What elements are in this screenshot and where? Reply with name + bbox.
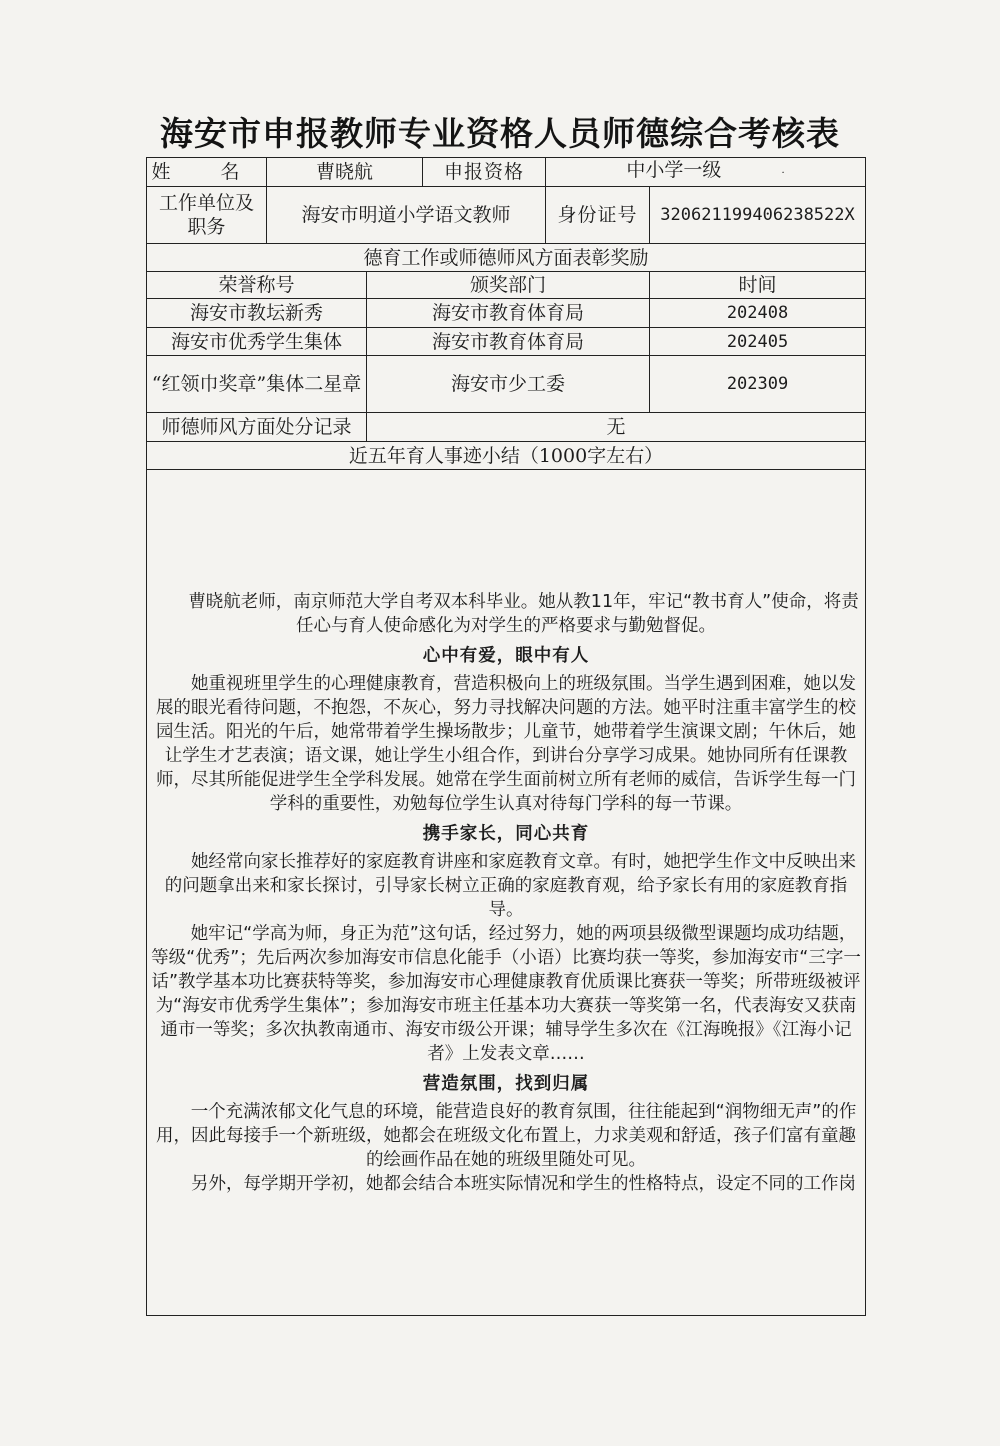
award-row [147, 356, 866, 413]
award-time: 202309 [650, 356, 866, 413]
award-honor: 海安市教坛新秀 [147, 299, 367, 328]
summary-section-title: 近五年育人事迹小结（1000字左右） [147, 442, 866, 470]
summary-subheading: 营造氛围，找到归属 [422, 1073, 590, 1094]
award-time: 202405 [650, 328, 866, 356]
unit-row [147, 187, 866, 244]
discipline-label: 师德师风方面处分记录 [147, 413, 367, 442]
discipline-value: 无 [367, 413, 866, 442]
awards-header-time: 时间 [650, 272, 866, 299]
name-value: 曹晓航 [267, 158, 423, 187]
award-dept: 海安市教育体育局 [367, 328, 650, 356]
awards-header-dept: 颁奖部门 [367, 272, 650, 299]
summary-paragraph: 曹晓航老师，南京师范大学自考双本科毕业。她从教11年，牢记“教书育人”使命，将责任心与育人使命感化为对学生的严格要求与勤勉督促。 [188, 591, 859, 636]
awards-section-title: 德育工作或师德师风方面表彰奖励 [147, 244, 866, 272]
award-time: 202408 [650, 299, 866, 328]
qualification-value: 中小学一级 · [546, 158, 866, 187]
award-dept: 海安市少工委 [367, 356, 650, 413]
summary-section-row [147, 442, 866, 470]
unit-value: 海安市明道小学语文教师 [267, 187, 546, 244]
summary-body [147, 470, 866, 1316]
assessment-form-table [146, 157, 866, 1316]
summary-paragraph: 她重视班里学生的心理健康教育，营造积极向上的班级氛围。当学生遇到困难，她以发展的眼光看待问题，不抱怨，不灰心，努力寻找解决问题的方法。她平时注重丰富学生的校园生活。阳光的午后，她常带着学生操场散步；儿童节，她带着学生演课文剧；午休后，她让学生才艺表演；语文课，她让学生小组合作，到讲台分享学习成果。她协同所有任课教师，尽其所能促进学生全学科发展。她常在学生面前树立所有老师的威信，告诉学生每一门学科的重要性，劝勉每位学生认真对待每门学科的每一节课。 [156, 673, 857, 814]
summary-paragraph: 她牢记“学高为师，身正为范”这句话，经过努力，她的两项县级微型课题均成功结题，等级“优秀”；先后两次参加海安市信息化能手（小语）比赛均获一等奖，参加海安市“三字一话”教学基本功比赛获特等奖，参加海安市心理健康教育优质课比赛获一等奖；所带班级被评为“海安市优秀学生集体”；参加海安市班主任基本功大赛获一等奖第一名，代表海安又获南通市一等奖；多次执教南通市、海安市级公开课；辅导学生多次在《江海晚报》《江海小记者》上发表文章…… [151, 923, 861, 1064]
award-honor: 海安市优秀学生集体 [147, 328, 367, 356]
summary-paragraph: 她经常向家长推荐好的家庭教育讲座和家庭教育文章。有时，她把学生作文中反映出来的问题拿出来和家长探讨，引导家长树立正确的家庭教育观，给予家长有用的家庭教育指导。 [164, 851, 857, 920]
award-honor: “红领巾奖章”集体二星章 [147, 356, 367, 413]
id-label: 身份证号 [546, 187, 650, 244]
summary-paragraph: 一个充满浓郁文化气息的环境，能营造良好的教育氛围，往往能起到“润物细无声”的作用，因此每接手一个新班级，她都会在班级文化布置上，力求美观和舒适，孩子们富有童趣的绘画作品在她的班级里随处可见。 [156, 1101, 857, 1170]
summary-paragraph: 另外，每学期开学初，她都会结合本班实际情况和学生的性格特点，设定不同的工作岗 [191, 1173, 857, 1194]
id-value: 320621199406238522X [650, 187, 866, 244]
unit-label: 工作单位及职务 [147, 187, 267, 244]
qualification-label: 申报资格 [423, 158, 546, 187]
summary-subheading: 携手家长，同心共育 [422, 823, 590, 844]
awards-header-row [147, 272, 866, 299]
name-label: 姓 名 [147, 158, 267, 187]
form-title: 海安市申报教师专业资格人员师德综合考核表 [160, 114, 840, 153]
awards-header-honor: 荣誉称号 [147, 272, 367, 299]
name-row [147, 158, 866, 187]
award-row [147, 299, 866, 328]
summary-body-row [147, 470, 866, 1316]
award-dept: 海安市教育体育局 [367, 299, 650, 328]
discipline-row [147, 413, 866, 442]
awards-section-row [147, 244, 866, 272]
award-row [147, 328, 866, 356]
summary-subheading: 心中有爱，眼中有人 [422, 645, 590, 666]
